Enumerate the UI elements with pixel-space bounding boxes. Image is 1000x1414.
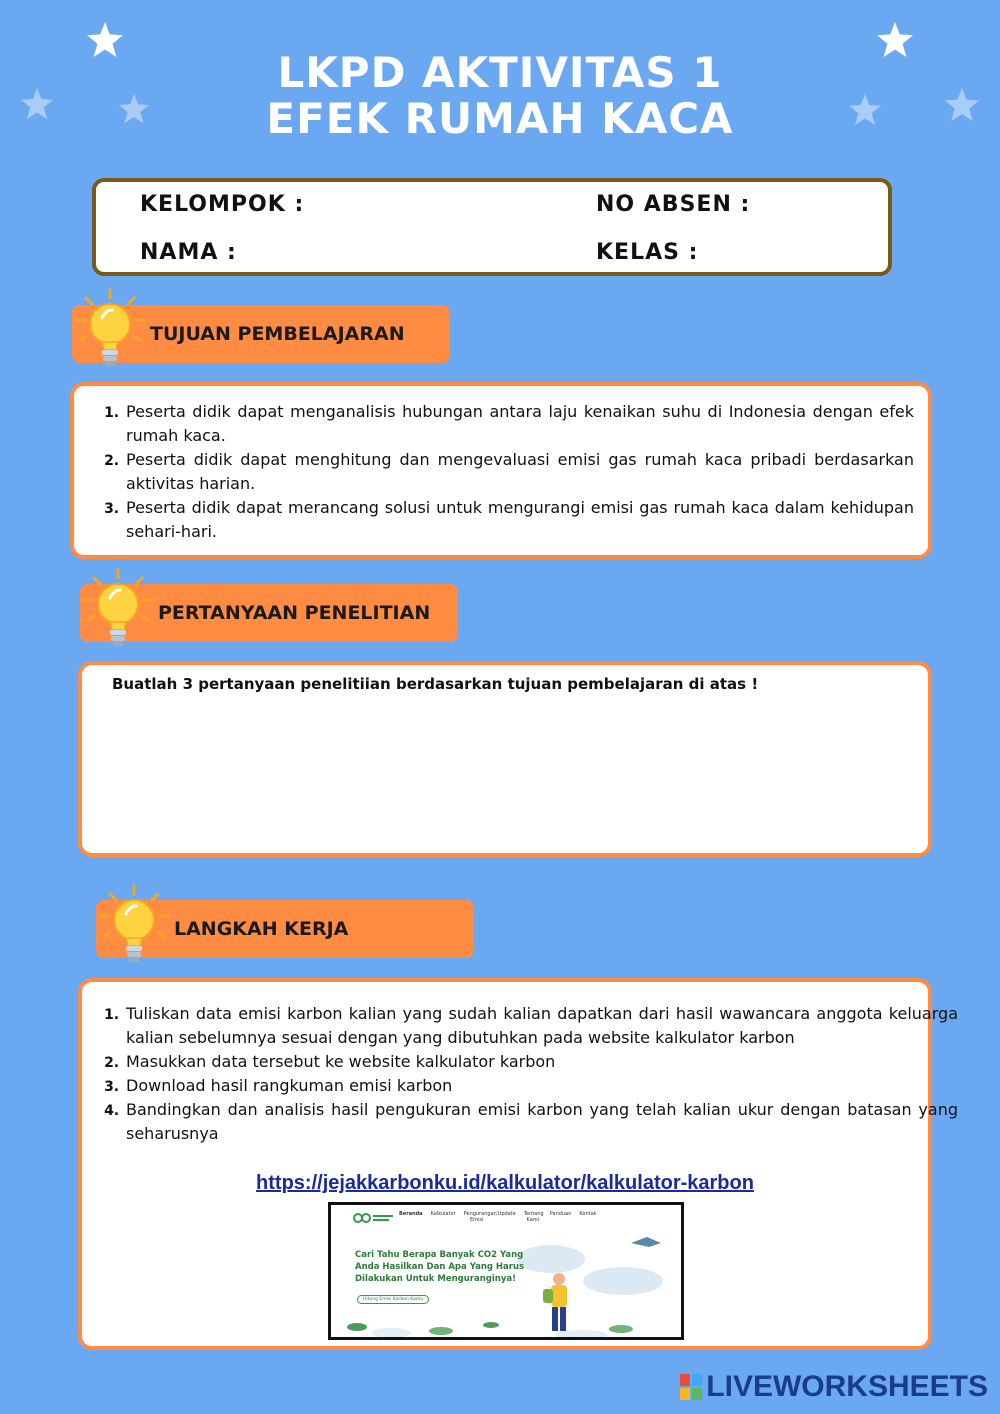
title-line-1: LKPD AKTIVITAS 1: [277, 48, 723, 97]
footer-brand: LIVEWORKSHEETS: [706, 1370, 988, 1403]
liveworksheets-footer: [680, 1370, 988, 1404]
site-nav-item: Pengurangan Emisi: [463, 1211, 497, 1223]
lightbulb-icon: [72, 288, 148, 368]
nama-label: NAMA :: [140, 240, 237, 265]
site-logo-icon: [353, 1211, 395, 1225]
pertanyaan-prompt: Buatlah 3 pertanyaan penelitiian berdasarkan tujuan pembelajaran di atas !: [112, 675, 759, 693]
title-line-2: EFEK RUMAH KACA: [266, 94, 734, 143]
tujuan-heading: TUJUAN PEMBELAJARAN: [150, 323, 405, 345]
list-item: 1. Tuliskan data emisi karbon kalian yang sudah kalian dapatkan dari hasil wawancara anggota keluarga kalian sebelumnya sesuai dengan yang dibutuhkan pada website kalkulator karbon: [124, 1002, 958, 1050]
list-item: 4. Bandingkan dan analisis hasil pengukuran emisi karbon yang telah kalian ukur dengan batasan yang seharusnya: [124, 1098, 958, 1146]
liveworksheets-logo-icon: [680, 1374, 702, 1400]
site-nav-item: Panduan: [549, 1211, 572, 1217]
site-nav-item: Kalkulator: [430, 1211, 456, 1217]
tujuan-card: [70, 382, 932, 559]
lightbulb-icon: [80, 568, 156, 648]
list-item: 3. Download hasil rangkuman emisi karbon: [124, 1074, 958, 1098]
identity-box: [92, 178, 892, 276]
pertanyaan-heading: PERTANYAAN PENELITIAN: [158, 602, 431, 624]
leaves-illustration: [331, 1309, 681, 1339]
lightbulb-icon: [96, 884, 172, 964]
langkah-heading: LANGKAH KERJA: [174, 918, 349, 940]
list-item: 1. Peserta didik dapat menganalisis hubungan antara laju kenaikan suhu di Indonesia dengan efek rumah kaca.: [124, 400, 914, 448]
kelas-label: KELAS :: [596, 240, 699, 265]
site-nav-item: Update: [497, 1211, 516, 1217]
calculator-link[interactable]: https://jejakkarbonku.id/kalkulator/kalkulator-karbon: [256, 1172, 754, 1194]
page-title: [0, 50, 1000, 142]
pertanyaan-card: [78, 661, 932, 857]
langkah-card: [78, 978, 958, 1350]
site-nav-item: Beranda: [399, 1211, 423, 1217]
site-headline: Cari Tahu Berapa Banyak CO2 Yang Anda Hasilkan Dan Apa Yang Harus Dilakukan Untuk Menguranginya!: [355, 1250, 525, 1284]
site-cta-button: Hitung Emisi Karbon Kamu: [357, 1295, 429, 1304]
website-screenshot: [328, 1202, 684, 1340]
list-item: 3. Peserta didik dapat merancang solusi untuk mengurangi emisi gas rumah kaca dalam kehidupan sehari-hari.: [124, 496, 914, 544]
list-item: 2. Masukkan data tersebut ke website kalkulator karbon: [124, 1050, 958, 1074]
list-item: 2. Peserta didik dapat menghitung dan mengevaluasi emisi gas rumah kaca pribadi berdasarkan aktivitas harian.: [124, 448, 914, 496]
site-nav-item: Tentang Kami: [523, 1211, 544, 1223]
no-absen-label: NO ABSEN :: [596, 192, 751, 217]
site-nav-item: Kontak: [579, 1211, 597, 1217]
site-nav: [399, 1211, 597, 1223]
langkah-list: [80, 1002, 958, 1146]
kelompok-label: KELOMPOK :: [140, 192, 305, 217]
tujuan-list: [80, 400, 914, 544]
